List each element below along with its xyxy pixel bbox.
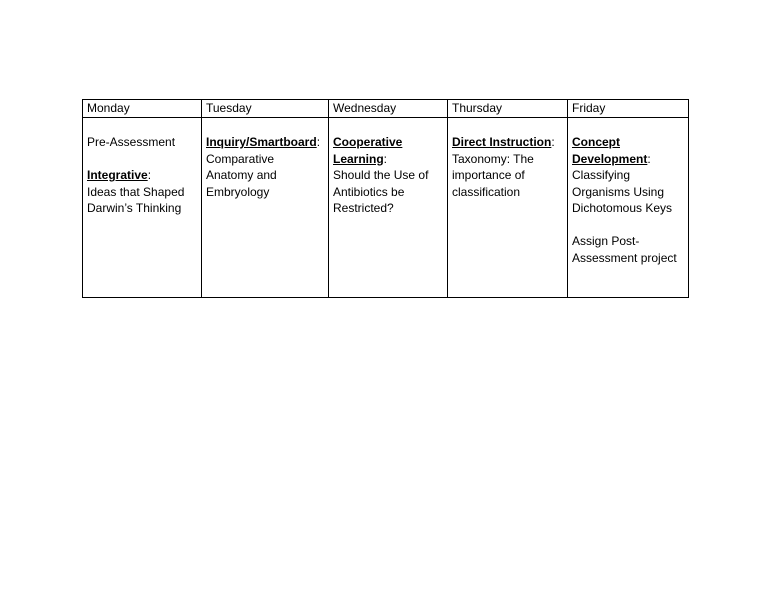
header-tuesday: Tuesday	[202, 100, 329, 118]
wednesday-text: Should the Use of Antibiotics be Restricted?	[333, 168, 429, 215]
table-header-row	[83, 100, 689, 118]
cell-wednesday	[329, 118, 448, 298]
table-row	[83, 118, 689, 298]
cell-monday	[83, 118, 202, 298]
header-wednesday: Wednesday	[329, 100, 448, 118]
monday-integrative-text: Ideas that Shaped Darwin’s Thinking	[87, 184, 185, 215]
wednesday-heading: Cooperative Learning	[333, 135, 403, 166]
monday-integrative-entry: Integrative: Ideas that Shaped Darwin’s Thinking	[87, 168, 185, 215]
tuesday-text: Comparative Anatomy and Embryology	[206, 151, 277, 199]
cell-tuesday	[202, 118, 329, 298]
friday-assign: Assign Post-Assessment project	[572, 234, 677, 265]
monday-integrative-heading: Integrative	[87, 168, 148, 182]
friday-text: Classifying Organisms Using Dichotomous Keys	[572, 168, 673, 215]
thursday-text: Taxonomy: The importance of classification	[452, 151, 534, 199]
friday-heading: Concept Development	[572, 135, 648, 166]
header-monday: Monday	[83, 100, 202, 118]
header-thursday: Thursday	[448, 100, 568, 118]
cell-thursday	[448, 118, 568, 298]
weekly-lesson-schedule-table	[82, 99, 689, 298]
monday-pre-assessment: Pre-Assessment	[87, 135, 176, 149]
header-friday: Friday	[568, 100, 689, 118]
thursday-heading: Direct Instruction	[452, 135, 552, 149]
cell-friday	[568, 118, 689, 298]
wednesday-entry: Cooperative Learning: Should the Use of Antibiotics be Restricted?	[333, 135, 429, 215]
tuesday-heading: Inquiry/Smartboard	[206, 135, 317, 149]
tuesday-entry: Inquiry/Smartboard: Comparative Anatomy and Embryology	[206, 135, 321, 199]
thursday-entry: Direct Instruction: Taxonomy: The importance of classification	[452, 135, 555, 199]
friday-entry: Concept Development: Classifying Organisms Using Dichotomous Keys	[572, 135, 673, 215]
